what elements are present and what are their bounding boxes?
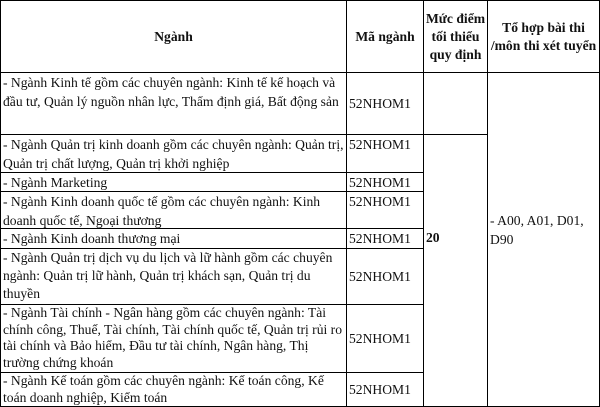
- header-nganh: Ngành: [154, 29, 193, 44]
- header-muc-diem: Mức điểm tối thiểu quy định: [425, 10, 486, 62]
- row-4-nganh: - Ngành Kinh doanh quốc tế gồm các chuyên ngành: Kinh doanh quốc tế, Ngoại thương: [3, 194, 321, 228]
- row-6-nganh: - Ngành Quản trị dịch vụ du lịch và lữ hành gồm các chuyên ngành: Quản trị lữ hành, Quản trị khách sạn, Quản trị du thuyền: [3, 250, 333, 301]
- min-score-value: 20: [426, 230, 440, 245]
- row-7-nganh: - Ngành Tài chính - Ngân hàng gồm các chuyên ngành: Tài chính công, Thuế, Tài chính, Tài chính quốc tế, Quản trị rủi ro tài chính và Bảo hiểm, Đầu tư tài chính, Ngân hàng, Thị trường chứng khoán: [3, 305, 343, 370]
- row-1-nganh: - Ngành Kinh tế gồm các chuyên ngành: Kinh tế kế hoạch và đầu tư, Quản lý nguồn nhân lực, Thẩm định giá, Bất động sản: [3, 75, 339, 109]
- header-to-hop: Tổ hợp bài thi /môn thi xét tuyển: [490, 19, 597, 53]
- row-8-ma: 52NHOM1: [349, 382, 411, 397]
- row-1-ma: 52NHOM1: [349, 96, 411, 111]
- row-5-ma: 52NHOM1: [349, 231, 411, 246]
- row-3-nganh: - Ngành Marketing: [3, 175, 108, 190]
- row-3-ma: 52NHOM1: [349, 174, 411, 190]
- subject-combinations: - A00, A01, D01, D90: [490, 213, 584, 247]
- header-ma-nganh: Mã ngành: [355, 29, 415, 44]
- row-2-nganh: - Ngành Quản trị kinh doanh gồm các chuyên ngành: Quản trị, Quản trị chất lượng, Quản trị khởi nghiệp: [3, 137, 344, 171]
- row-2-ma: 52NHOM1: [349, 137, 411, 152]
- row-4-ma: 52NHOM1: [349, 194, 411, 209]
- row-7-ma: 52NHOM1: [349, 331, 411, 346]
- row-5-nganh: - Ngành Kinh doanh thương mại: [3, 231, 181, 246]
- row-6-ma: 52NHOM1: [349, 269, 411, 284]
- row-8-nganh: - Ngành Kế toán gồm các chuyên ngành: Kế toán công, Kế toán doanh nghiệp, Kiểm toán: [3, 373, 324, 405]
